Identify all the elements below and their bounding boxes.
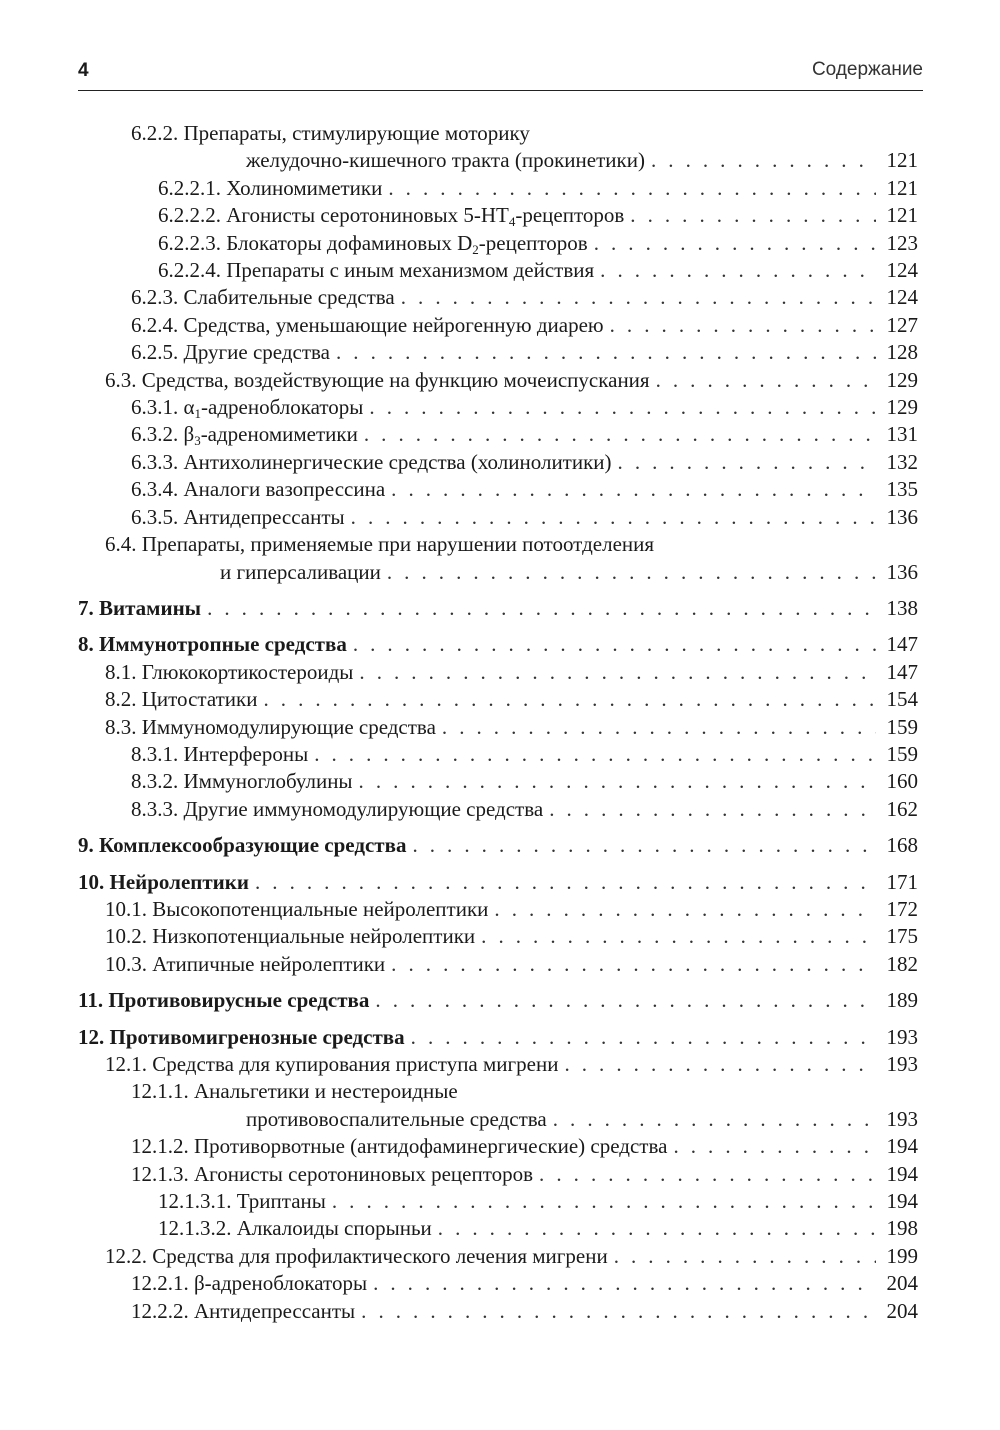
page-ref: 204 xyxy=(886,1298,918,1323)
entry-title: 12.2.2. Антидепрессанты xyxy=(131,1298,356,1323)
toc-entry[interactable] xyxy=(78,1188,918,1215)
page-ref: 136 xyxy=(886,504,918,529)
entry-title: 9. Комплексообразующие средства xyxy=(78,833,407,858)
toc-entry[interactable] xyxy=(78,896,918,923)
page-ref: 160 xyxy=(886,769,918,794)
entry-title: 8.1. Глюкокортикостероиды xyxy=(105,659,354,684)
toc-entry[interactable] xyxy=(78,257,918,284)
entry-title: 6.2.2.1. Холиномиметики xyxy=(158,175,383,200)
entry-title: 7. Витамины xyxy=(78,595,202,620)
dot-leader xyxy=(438,1215,876,1242)
entry-title: 8.3.1. Интерфероны xyxy=(131,741,309,766)
toc-entry[interactable] xyxy=(78,796,918,823)
entry-title: 6.2.3. Слабительные средства xyxy=(131,285,395,310)
entry-title: 12.2. Средства для профилактического лечения мигрени xyxy=(105,1243,608,1268)
entry-text-part: -адреномиметики xyxy=(200,422,358,447)
page-ref: 168 xyxy=(886,833,918,858)
dot-leader xyxy=(618,449,876,476)
entry-text-part: 6.2.2.3. Блокаторы дофаминовых D xyxy=(158,230,473,255)
entry-title: 12.1.3.1. Триптаны xyxy=(158,1189,326,1214)
entry-title-continuation: и гиперсаливации xyxy=(220,559,381,584)
toc-entry[interactable] xyxy=(78,175,918,202)
entry-title: 6.3.5. Антидепрессанты xyxy=(131,504,345,529)
page-ref: 194 xyxy=(886,1189,918,1214)
subscript: 4 xyxy=(508,214,516,230)
dot-leader xyxy=(314,741,876,768)
dot-leader xyxy=(361,1298,876,1325)
toc-entry[interactable] xyxy=(78,659,918,686)
page-ref: 175 xyxy=(886,924,918,949)
page-ref: 131 xyxy=(886,422,918,447)
entry-text-part: -рецепторов xyxy=(478,230,588,255)
entry-title: 8.3.2. Иммуноглобулины xyxy=(131,769,353,794)
page-ref: 171 xyxy=(886,869,918,894)
toc-entry[interactable] xyxy=(78,1298,918,1325)
toc-entry[interactable] xyxy=(78,312,918,339)
subscript: 1 xyxy=(194,406,202,422)
page-header xyxy=(78,54,923,91)
dot-leader xyxy=(353,631,876,658)
page-ref: 194 xyxy=(886,1161,918,1186)
page-ref: 124 xyxy=(886,258,918,283)
entry-title: 6.2.4. Средства, уменьшающие нейрогенную диарею xyxy=(131,312,604,337)
toc-entry[interactable] xyxy=(78,768,918,795)
dot-leader xyxy=(553,1106,876,1133)
page-ref: 159 xyxy=(886,714,918,739)
dot-leader xyxy=(388,175,876,202)
dot-leader xyxy=(387,559,876,586)
toc-entry[interactable] xyxy=(78,421,918,448)
dot-leader xyxy=(411,1024,876,1051)
toc-entry[interactable] xyxy=(78,951,918,978)
dot-leader xyxy=(332,1188,876,1215)
dot-leader xyxy=(263,686,876,713)
entry-title: 6.2.2.4. Препараты с иным механизмом действия xyxy=(158,258,595,283)
dot-leader xyxy=(255,869,876,896)
table-of-contents xyxy=(78,120,918,1325)
entry-title: 12.2.1. β-адреноблокаторы xyxy=(131,1271,368,1296)
page-ref: 172 xyxy=(886,896,918,921)
dot-leader xyxy=(375,987,876,1014)
entry-title: 10. Нейролептики xyxy=(78,869,249,894)
entry-title: 6.2.5. Другие средства xyxy=(131,340,330,365)
entry-title: 6.3. Средства, воздействующие на функцию мочеиспускания xyxy=(105,367,650,392)
dot-leader xyxy=(564,1051,876,1078)
toc-chapter[interactable] xyxy=(78,595,918,622)
entry-text-part: 6.2.2.2. Агонисты серотониновых 5-НТ xyxy=(158,203,509,228)
dot-leader xyxy=(359,659,876,686)
dot-leader xyxy=(412,832,876,859)
dot-leader xyxy=(359,768,876,795)
dot-leader xyxy=(539,1161,876,1188)
entry-title: 6.4. Препараты, применяемые при нарушении потоотделения xyxy=(105,532,655,557)
toc-entry[interactable] xyxy=(78,120,918,175)
subscript: 3 xyxy=(194,433,201,449)
toc-entry[interactable] xyxy=(78,686,918,713)
page-ref: 204 xyxy=(886,1271,918,1296)
dot-leader xyxy=(351,504,876,531)
page-ref: 193 xyxy=(886,1106,918,1131)
toc-entry[interactable] xyxy=(78,923,918,950)
page-ref: 121 xyxy=(886,203,918,228)
toc-entry[interactable] xyxy=(78,1078,918,1133)
entry-title: 10.3. Атипичные нейролептики xyxy=(105,951,386,976)
entry-title xyxy=(158,230,588,257)
dot-leader xyxy=(594,230,876,257)
dot-leader xyxy=(391,476,876,503)
entry-title xyxy=(131,421,358,448)
toc-entry[interactable] xyxy=(78,1133,918,1160)
dot-leader xyxy=(610,312,876,339)
dot-leader xyxy=(364,421,876,448)
toc-entry[interactable] xyxy=(78,504,918,531)
toc-entry[interactable] xyxy=(78,230,918,257)
entry-title: 12.1.1. Анальгетики и нестероидные xyxy=(131,1079,458,1104)
entry-title: 12. Противомигренозные средства xyxy=(78,1024,405,1049)
toc-chapter[interactable] xyxy=(78,631,918,658)
dot-leader xyxy=(481,923,876,950)
entry-title: 12.1.3.2. Алкалоиды спорыньи xyxy=(158,1216,432,1241)
page-ref: 162 xyxy=(886,796,918,821)
entry-title xyxy=(131,394,363,421)
entry-title: 11. Противовирусные средства xyxy=(78,988,370,1013)
toc-entry[interactable] xyxy=(78,449,918,476)
dot-leader xyxy=(401,284,876,311)
dot-leader xyxy=(549,796,876,823)
running-title: Содержание xyxy=(811,59,923,80)
page-ref: 159 xyxy=(886,741,918,766)
entry-title: 10.1. Высокопотенциальные нейролептики xyxy=(105,896,489,921)
page-ref: 189 xyxy=(886,988,918,1013)
page-ref: 198 xyxy=(886,1216,918,1241)
entry-title: 12.1. Средства для купирования приступа мигрени xyxy=(105,1052,559,1076)
dot-leader xyxy=(600,257,876,284)
toc-entry[interactable] xyxy=(78,284,918,311)
entry-title xyxy=(158,202,624,229)
entry-title-continuation: желудочно-кишечного тракта (прокинетики) xyxy=(246,148,645,173)
toc-entry[interactable] xyxy=(78,1270,918,1297)
toc-entry[interactable] xyxy=(78,531,918,586)
dot-leader xyxy=(207,595,876,622)
dot-leader xyxy=(369,394,876,421)
toc-entry[interactable] xyxy=(78,1051,918,1078)
page-ref: 135 xyxy=(886,477,918,502)
toc-entry[interactable] xyxy=(78,339,918,366)
toc-entry[interactable] xyxy=(78,476,918,503)
toc-entry[interactable] xyxy=(78,367,918,394)
entry-title: 6.3.4. Аналоги вазопрессина xyxy=(131,477,386,502)
page-ref: 147 xyxy=(886,659,918,684)
toc-chapter[interactable] xyxy=(78,1024,918,1051)
page-ref: 182 xyxy=(886,951,918,976)
page-ref: 194 xyxy=(886,1134,918,1159)
entry-title: 8.3.3. Другие иммуномодулирующие средства xyxy=(131,796,544,821)
page-ref: 199 xyxy=(886,1243,918,1268)
page-ref: 138 xyxy=(886,595,918,620)
page-ref: 147 xyxy=(886,632,918,657)
page-ref: 123 xyxy=(886,230,918,255)
dot-leader xyxy=(391,951,876,978)
entry-text-part: 6.3.1. α xyxy=(131,395,195,420)
toc-entry[interactable] xyxy=(78,1161,918,1188)
page-ref: 132 xyxy=(886,449,918,474)
page-ref: 121 xyxy=(886,175,918,200)
dot-leader xyxy=(656,367,876,394)
page-ref: 124 xyxy=(886,285,918,310)
page-ref: 127 xyxy=(886,312,918,337)
toc-chapter[interactable] xyxy=(78,869,918,896)
entry-title: 10.2. Низкопотенциальные нейролептики xyxy=(105,924,476,949)
entry-title-continuation: противовоспалительные средства xyxy=(246,1106,547,1131)
toc-entry[interactable] xyxy=(78,741,918,768)
page-ref: 193 xyxy=(886,1052,918,1076)
dot-leader xyxy=(651,147,876,174)
subscript: 2 xyxy=(472,241,479,257)
entry-title: 8.3. Иммуномодулирующие средства xyxy=(105,714,436,739)
toc-chapter[interactable] xyxy=(78,832,918,859)
toc-entry[interactable] xyxy=(78,1243,918,1270)
entry-title: 6.3.3. Антихолинергические средства (холинолитики) xyxy=(131,449,612,474)
entry-text-part: -рецепторов xyxy=(515,203,625,228)
page-ref: 121 xyxy=(886,148,918,173)
dot-leader xyxy=(373,1270,876,1297)
toc-chapter[interactable] xyxy=(78,987,918,1014)
entry-title: 12.1.3. Агонисты серотониновых рецепторов xyxy=(131,1161,534,1186)
toc-entry[interactable] xyxy=(78,394,918,421)
entry-text-part: -адреноблокаторы xyxy=(201,395,364,420)
entry-title: 12.1.2. Противорвотные (антидофаминергические) средства xyxy=(131,1134,668,1159)
dot-leader xyxy=(630,202,876,229)
dot-leader xyxy=(494,896,876,923)
toc-entry[interactable] xyxy=(78,202,918,229)
dot-leader xyxy=(336,339,876,366)
page-number: 4 xyxy=(78,60,89,81)
page-ref: 136 xyxy=(886,559,918,584)
dot-leader xyxy=(442,714,876,741)
entry-title: 8. Иммунотропные средства xyxy=(78,632,347,657)
page-ref: 129 xyxy=(886,367,918,392)
entry-title: 8.2. Цитостатики xyxy=(105,687,258,712)
dot-leader xyxy=(673,1133,876,1160)
page-ref: 193 xyxy=(886,1024,918,1049)
dot-leader xyxy=(614,1243,876,1270)
entry-title: 6.2.2. Препараты, стимулирующие моторику xyxy=(131,121,530,145)
toc-entry[interactable] xyxy=(78,1215,918,1242)
page-ref: 128 xyxy=(886,340,918,365)
page-ref: 154 xyxy=(886,687,918,712)
toc-entry[interactable] xyxy=(78,714,918,741)
page-ref: 129 xyxy=(886,395,918,420)
entry-text-part: 6.3.2. β xyxy=(131,422,195,447)
